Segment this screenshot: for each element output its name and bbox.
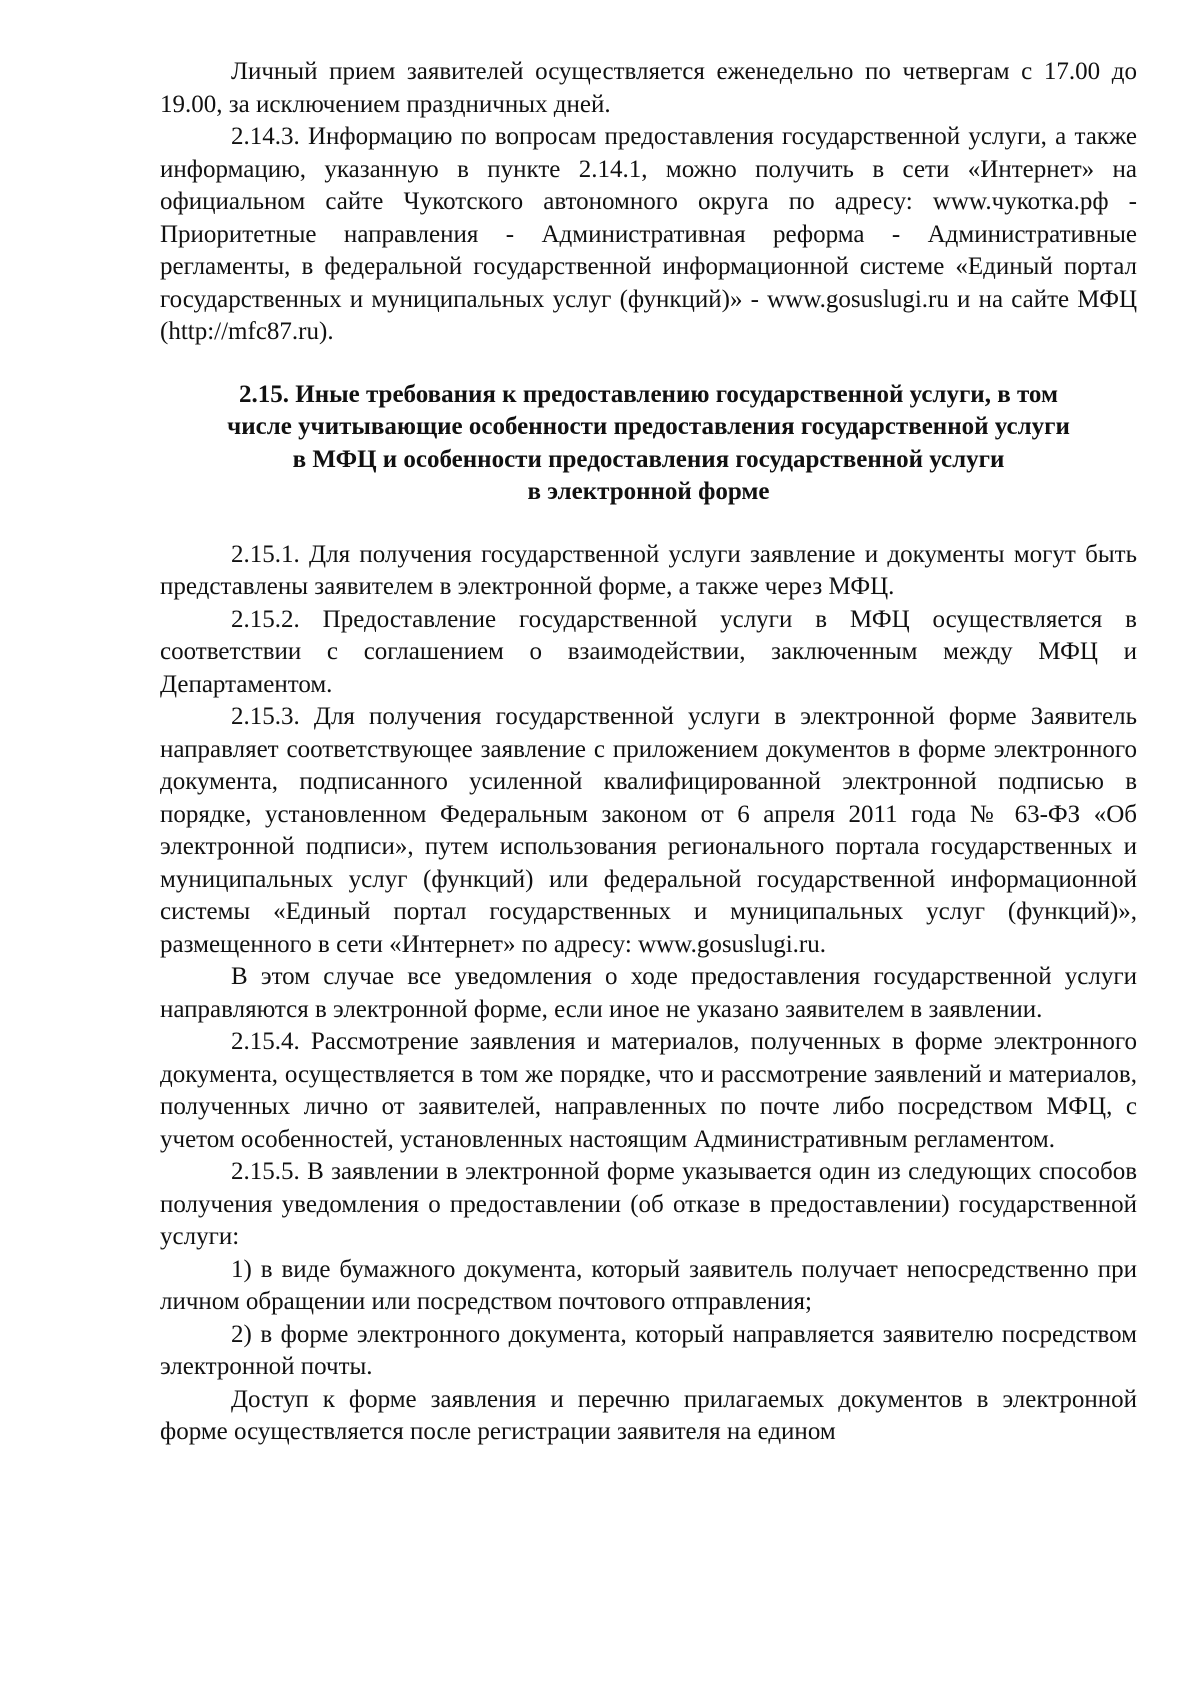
paragraph-form-access: Доступ к форме заявления и перечню прилагаемых документов в электронной форме осуществляется после регистрации заявителя на едином [160,1385,1137,1445]
heading-line-3: в МФЦ и особенности предоставления государственной услуги [292,445,1005,473]
spacer [160,349,1137,379]
heading-line-2: числе учитывающие особенности предоставления государственной услуги [227,413,1070,440]
paragraph-2-15-1: 2.15.1. Для получения государственной услуги заявление и документы могут быть представлены заявителем в электронной форме, а также через МФЦ. [160,540,1137,600]
paragraph-notifications: В этом случае все уведомления о ходе предоставления государственной услуги направляются в электронной форме, если иное не указано заявителем в заявлении. [160,963,1137,1023]
heading-line-4: в электронной форме [527,478,770,505]
list-item-2: 2) в форме электронного документа, который направляется заявителю посредством электронной почты. [160,1320,1137,1380]
document-page [160,56,1137,1449]
spacer [160,509,1137,539]
section-heading-2-15 [160,379,1137,509]
list-item-1: 1) в виде бумажного документа, который заявитель получает непосредственно при личном обращении или посредством почтового отправления; [160,1255,1137,1315]
paragraph-2-15-4: 2.15.4. Рассмотрение заявления и материалов, полученных в форме электронного документа, осуществляется в том же порядке, что и рассмотрение заявлений и материалов, полученных лично от заявителей, направленных по почте либо посредством МФЦ, с учетом особенностей, установленных настоящим Административным регламентом. [160,1028,1137,1153]
heading-line-1: 2.15. Иные требования к предоставлению государственной услуги, в том [239,380,1058,408]
paragraph-2-14-3: 2.14.3. Информацию по вопросам предоставления государственной услуги, а также информацию, указанную в пункте 2.14.1, можно получить в сети «Интернет» на официальном сайте Чукотского автономного округа по адресу: www.чукотка.рф - Приоритетные направления - Административная реформа - Административные регламенты, в федеральной государственной информационной системе «Единый портал государственных и муниципальных услуг (функций)» - www.gosuslugi.ru и на сайте МФЦ (http://mfc87.ru). [160,123,1137,345]
paragraph-2-15-3: 2.15.3. Для получения государственной услуги в электронной форме Заявитель направляет соответствующее заявление с приложением документов в форме электронного документа, подписанного усиленной квалифицированной электронной подписью в порядке, установленном Федеральным законом от 6 апреля 2011 года № 63-ФЗ «Об электронной подписи», путем использования регионального портала государственных и муниципальных услуг (функций) или федеральной государственной информационной системы «Единый портал государственных и муниципальных услуг (функций)», размещенного в сети «Интернет» по адресу: www.gosuslugi.ru. [160,703,1137,958]
paragraph-2-15-5: 2.15.5. В заявлении в электронной форме указывается один из следующих способов получения уведомления о предоставлении (об отказе в предоставлении) государственной услуги: [160,1158,1137,1250]
paragraph-2-15-2: 2.15.2. Предоставление государственной услуги в МФЦ осуществляется в соответствии с соглашением о взаимодействии, заключенным между МФЦ и Департаментом. [160,605,1137,698]
paragraph-reception-hours: Личный прием заявителей осуществляется еженедельно по четвергам с 17.00 до 19.00, за исключением праздничных дней. [160,58,1137,118]
